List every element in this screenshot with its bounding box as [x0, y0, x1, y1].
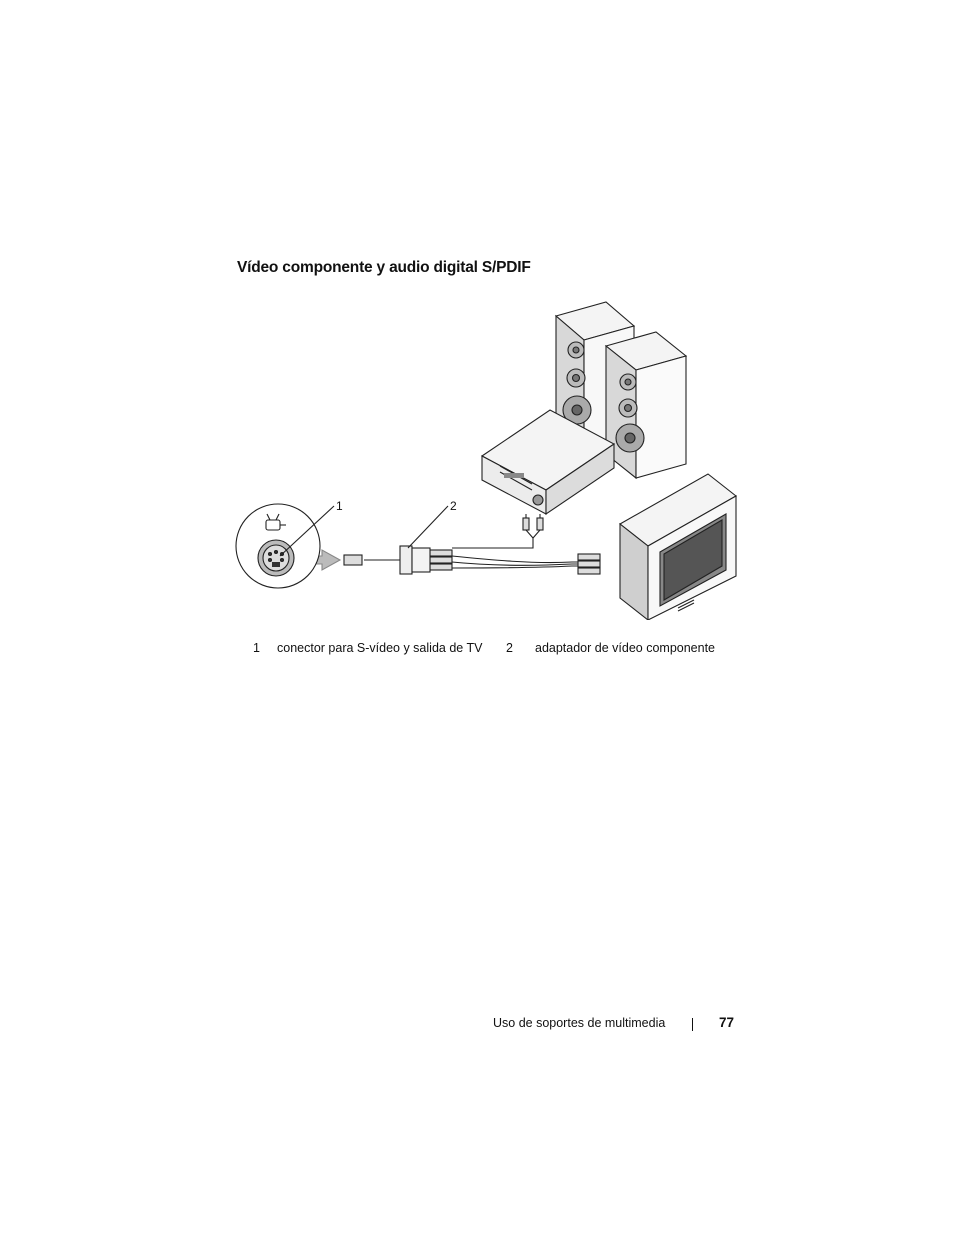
callout-1-number: 1: [253, 641, 260, 655]
section-title: Vídeo componente y audio digital S/PDIF: [237, 259, 531, 276]
component-video-cable: [430, 550, 600, 574]
page-number: 77: [719, 1015, 735, 1030]
footer-divider: [692, 1018, 693, 1031]
callout-2-text: adaptador de vídeo componente: [535, 641, 715, 655]
speaker-front: [606, 332, 686, 478]
chapter-title: Uso de soportes de multimedia: [493, 1016, 666, 1030]
callout-1-text: conector para S-vídeo y salida de TV: [277, 641, 483, 655]
callout-2-label: 2: [450, 499, 457, 513]
svideo-connector-detail: [236, 504, 320, 588]
audio-cable: [452, 514, 543, 548]
callout-2-leader: [408, 506, 448, 548]
callout-1-label: 1: [336, 499, 343, 513]
television: [620, 474, 736, 620]
connection-diagram: [230, 298, 742, 620]
component-video-adapter: [344, 546, 430, 574]
callout-2-number: 2: [506, 641, 513, 655]
